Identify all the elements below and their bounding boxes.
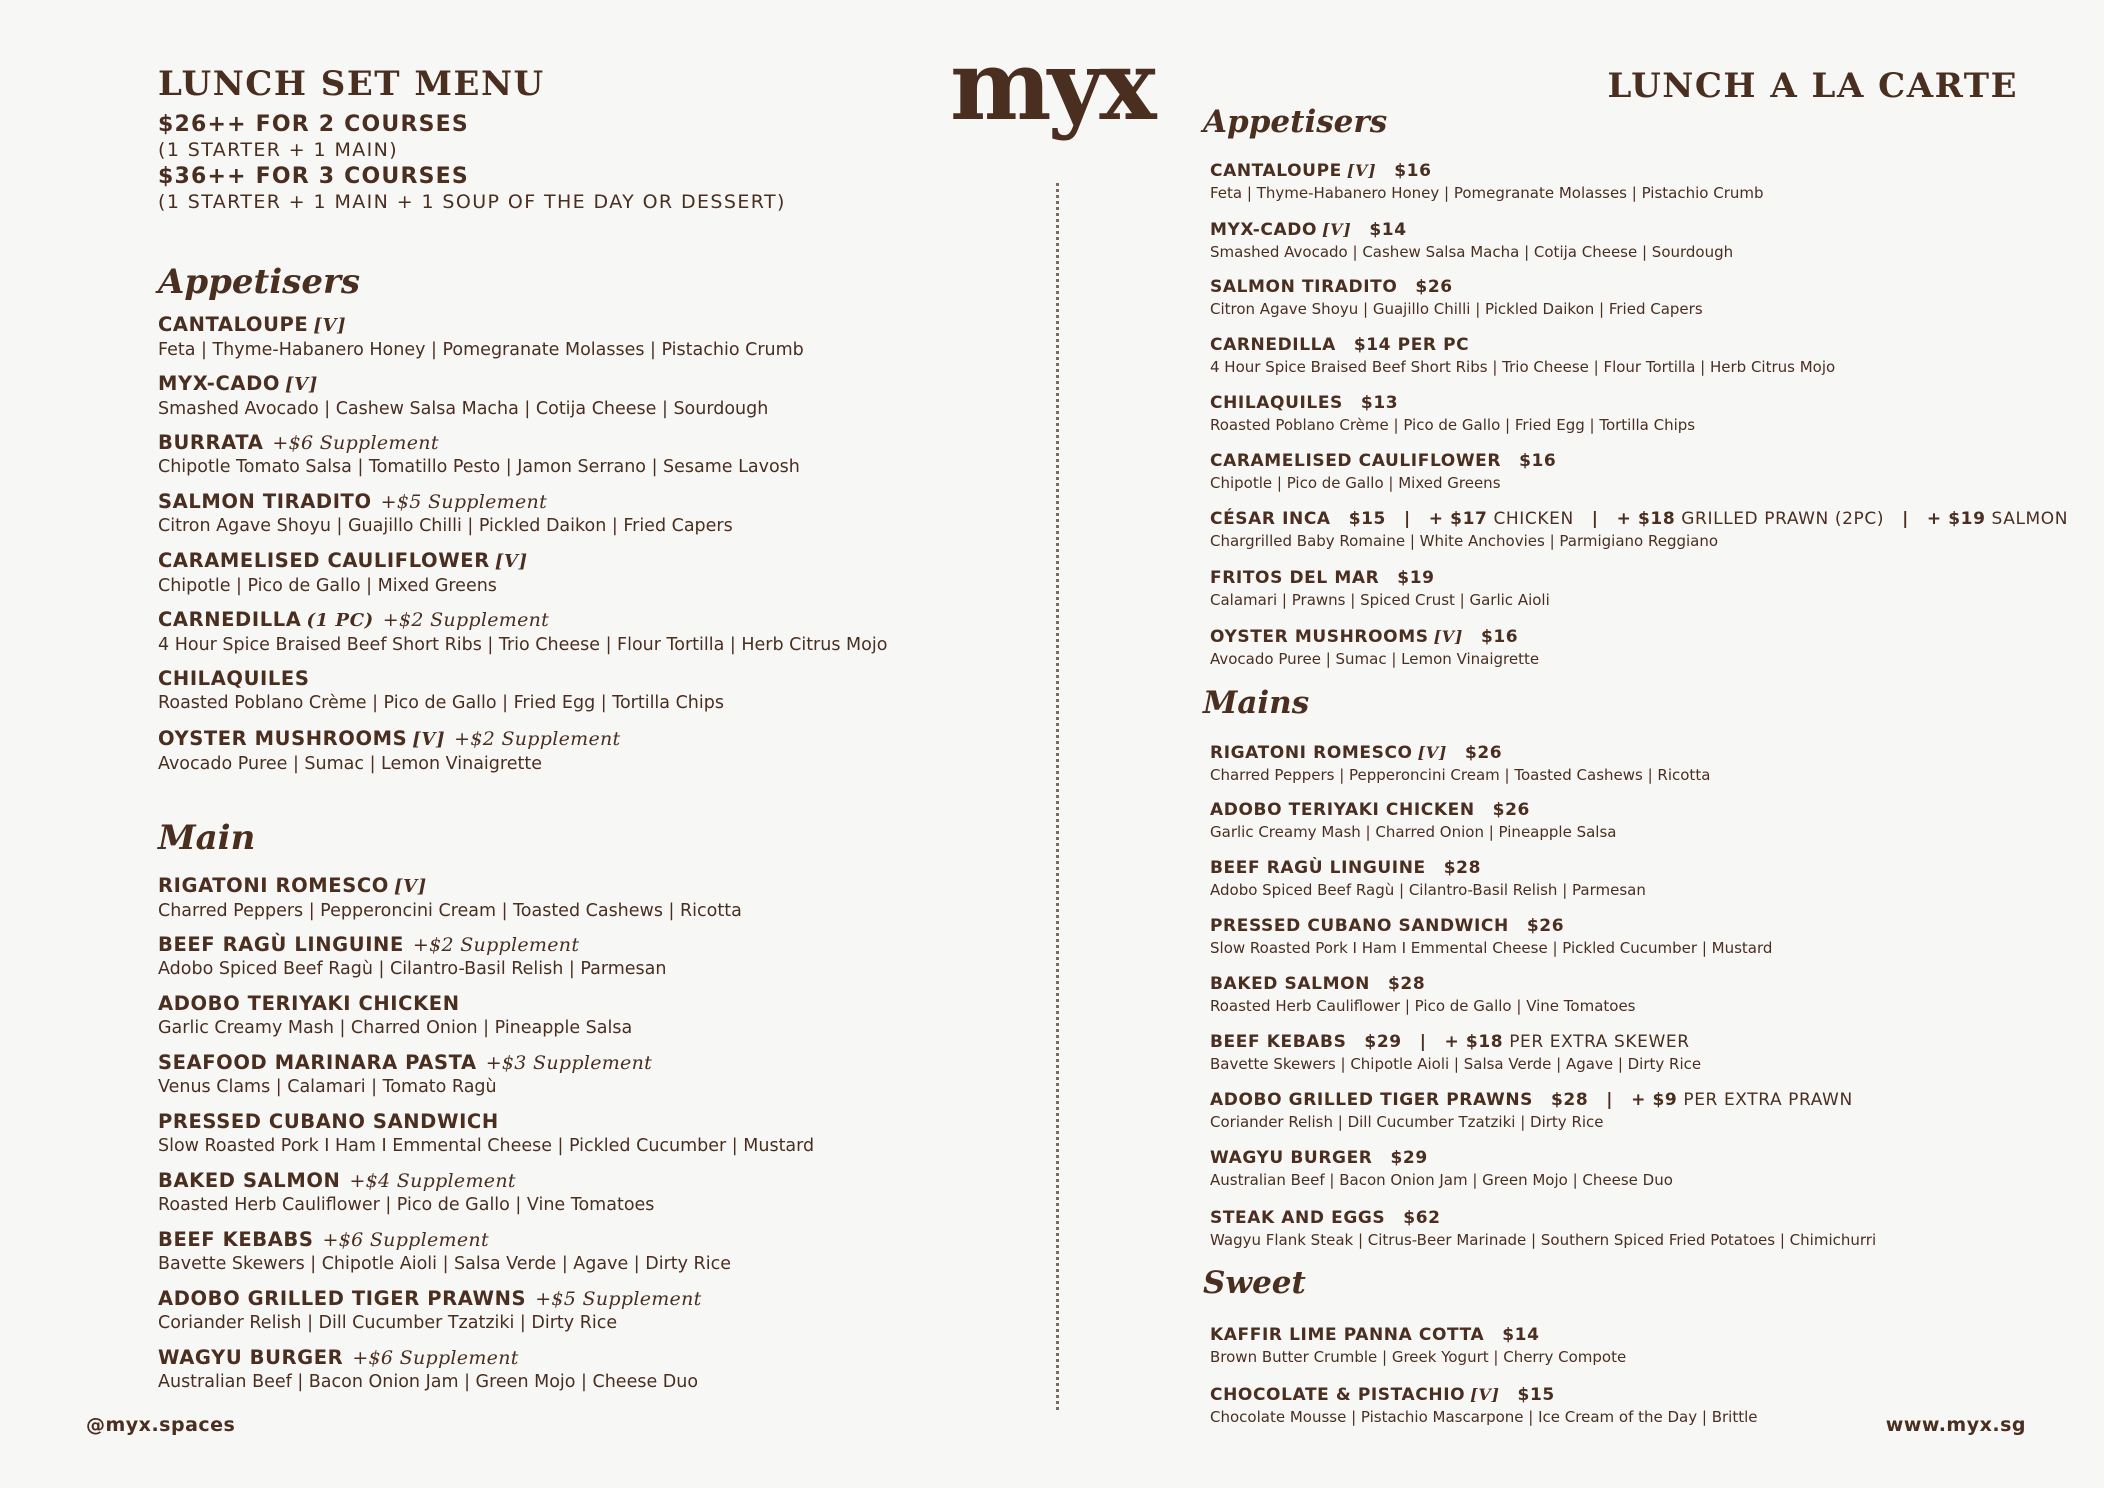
menu-item [1210, 1384, 1758, 1427]
menu-item-description: Adobo Spiced Beef Ragù | Cilantro-Basil Relish | Parmesan [1210, 881, 1646, 899]
menu-item-header [1210, 451, 1556, 472]
menu-item-description: Garlic Creamy Mash | Charred Onion | Pineapple Salsa [158, 1018, 633, 1038]
menu-item-name: RIGATONI ROMESCO [1210, 743, 1413, 763]
alc-sweet-heading: Sweet [1203, 1265, 1306, 1301]
menu-item-header [1210, 335, 1835, 356]
menu-item-name: OYSTER MUSHROOMS [1210, 627, 1429, 647]
menu-item-price: $28 [1387, 974, 1426, 994]
two-course-price: $26++ FOR 2 COURSES [158, 112, 469, 137]
menu-item-header [1210, 1148, 1673, 1169]
menu-item-header [158, 874, 742, 899]
menu-item-description: Roasted Herb Cauliflower | Pico de Gallo | Vine Tomatoes [158, 1195, 655, 1215]
menu-item-description: Australian Beef | Bacon Onion Jam | Green Mojo | Cheese Duo [158, 1372, 699, 1392]
menu-item-description: Bavette Skewers | Chipotle Aioli | Salsa Verde | Agave | Dirty Rice [1210, 1055, 1702, 1073]
dietary-tag: [V] [285, 374, 318, 395]
menu-item-price: $26 [1464, 743, 1503, 763]
menu-item-header [1210, 916, 1772, 937]
menu-item [1210, 742, 1710, 785]
menu-item-header [1210, 277, 1703, 298]
menu-item-price: $16 [1394, 161, 1432, 181]
extra-price: + $18 [1616, 509, 1676, 529]
menu-item-header [1210, 974, 1636, 995]
supplement-price: +$6 Supplement [322, 1229, 489, 1251]
menu-item [158, 667, 724, 714]
menu-item-name: CARNEDILLA [158, 608, 302, 631]
menu-item-description: Slow Roasted Pork I Ham I Emmental Cheese | Pickled Cucumber | Mustard [1210, 939, 1773, 957]
menu-item-header [158, 313, 804, 338]
menu-item [1210, 1148, 1673, 1190]
menu-item [1210, 393, 1695, 435]
menu-item-name: BEEF KEBABS [1210, 1032, 1347, 1052]
menu-item [158, 372, 768, 420]
menu-item-description: Smashed Avocado | Cashew Salsa Macha | Cotija Cheese | Sourdough [158, 399, 769, 419]
extra-label: PER EXTRA PRAWN [1683, 1090, 1853, 1110]
menu-item [1210, 858, 1646, 900]
menu-item-name: CANTALOUPE [158, 313, 309, 336]
menu-item-name: PRESSED CUBANO SANDWICH [1210, 916, 1509, 936]
two-course-note: (1 STARTER + 1 MAIN) [158, 139, 399, 161]
extra-separator: | [1403, 509, 1411, 529]
menu-item [158, 608, 887, 656]
menu-item-description: Venus Clams | Calamari | Tomato Ragù [158, 1077, 497, 1097]
menu-item-price: $26 [1415, 277, 1453, 297]
menu-item-description: Chargrilled Baby Romaine | White Anchovies | Parmigiano Reggiano [1210, 532, 1719, 550]
menu-item-name: MYX-CADO [158, 372, 281, 395]
extra-label: CHICKEN [1493, 509, 1574, 529]
menu-item-description: Adobo Spiced Beef Ragù | Cilantro-Basil Relish | Parmesan [158, 959, 667, 979]
menu-item-price: $15 [1348, 509, 1386, 529]
menu-item-description: Australian Beef | Bacon Onion Jam | Green Mojo | Cheese Duo [1210, 1171, 1673, 1189]
menu-item [158, 874, 742, 922]
alc-appetisers-heading: Appetisers [1203, 104, 1388, 140]
menu-item [158, 1346, 698, 1393]
menu-item-description: Feta | Thyme-Habanero Honey | Pomegranate Molasses | Pistachio Crumb [158, 340, 804, 360]
menu-item-name: BEEF KEBABS [158, 1228, 314, 1251]
menu-item-header [158, 431, 800, 455]
menu-item [1210, 800, 1616, 842]
menu-item-header [1210, 568, 1550, 589]
menu-item-name: ADOBO GRILLED TIGER PRAWNS [1210, 1090, 1533, 1110]
extra-separator: | [1419, 1032, 1427, 1052]
menu-item-name: CHILAQUILES [158, 667, 310, 690]
dietary-tag: [V] [1433, 627, 1463, 646]
extra-separator: | [1591, 509, 1599, 529]
menu-item [158, 490, 733, 537]
menu-item [158, 933, 666, 980]
menu-item-price: $16 [1480, 627, 1519, 647]
three-course-note: (1 STARTER + 1 MAIN + 1 SOUP OF THE DAY OR DESSERT) [158, 191, 786, 213]
supplement-price: +$5 Supplement [380, 491, 548, 513]
dietary-tag: [V] [412, 729, 446, 750]
menu-item-description: Coriander Relish | Dill Cucumber Tzatziki | Dirty Rice [1210, 1113, 1604, 1131]
menu-item-header [158, 933, 666, 957]
menu-item-header [158, 490, 733, 514]
menu-item [158, 431, 800, 478]
menu-item-description: Bavette Skewers | Chipotle Aioli | Salsa Verde | Agave | Dirty Rice [158, 1254, 731, 1274]
social-handle[interactable]: @myx.spaces [86, 1414, 236, 1436]
menu-item-description: Feta | Thyme-Habanero Honey | Pomegranate Molasses | Pistachio Crumb [1210, 184, 1764, 202]
menu-item-price: $19 [1397, 568, 1435, 588]
menu-item-name: SEAFOOD MARINARA PASTA [158, 1051, 477, 1074]
menu-item [1210, 1032, 1701, 1074]
menu-item-header [1210, 1090, 1853, 1111]
menu-item-name: CHOCOLATE & PISTACHIO [1210, 1385, 1466, 1405]
dietary-tag: [V] [1322, 220, 1352, 239]
website-link[interactable]: www.myx.sg [1885, 1414, 2026, 1436]
menu-item-description: Citron Agave Shoyu | Guajillo Chilli | Pickled Daikon | Fried Capers [1210, 300, 1703, 318]
menu-item [1210, 916, 1772, 958]
menu-item-description: Avocado Puree | Sumac | Lemon Vinaigrette [158, 754, 542, 774]
menu-item-name: STEAK AND EGGS [1210, 1208, 1386, 1228]
menu-item-name: BAKED SALMON [158, 1169, 341, 1192]
menu-item-name: RIGATONI ROMESCO [158, 874, 389, 897]
menu-item-header [1210, 858, 1646, 879]
menu-item-price: $14 [1369, 220, 1407, 240]
menu-item [1210, 626, 1539, 669]
menu-item-description: 4 Hour Spice Braised Beef Short Ribs | Trio Cheese | Flour Tortilla | Herb Citrus Mojo [1210, 358, 1836, 376]
menu-item-header [1210, 160, 1764, 182]
menu-item [1210, 1325, 1626, 1367]
menu-item-name: KAFFIR LIME PANNA COTTA [1210, 1325, 1485, 1345]
menu-item-description: Roasted Poblano Crème | Pico de Gallo | Fried Egg | Tortilla Chips [1210, 416, 1696, 434]
menu-item-description: Avocado Puree | Sumac | Lemon Vinaigrette [1210, 650, 1540, 668]
menu-item-description: Citron Agave Shoyu | Guajillo Chilli | Pickled Daikon | Fried Capers [158, 516, 733, 536]
menu-item-name: ADOBO GRILLED TIGER PRAWNS [158, 1287, 527, 1310]
menu-item [158, 1287, 702, 1334]
menu-item [1210, 509, 2068, 551]
menu-item-description: Roasted Poblano Crème | Pico de Gallo | Fried Egg | Tortilla Chips [158, 693, 724, 713]
extra-separator: | [1902, 509, 1909, 529]
supplement-price: +$6 Supplement [352, 1347, 519, 1369]
menu-item-name: ADOBO TERIYAKI CHICKEN [158, 992, 460, 1015]
menu-item-description: Charred Peppers | Pepperoncini Cream | Toasted Cashews | Ricotta [158, 901, 742, 921]
dietary-tag: [V] [1346, 161, 1377, 180]
menu-item-name: WAGYU BURGER [1210, 1148, 1373, 1168]
menu-item [1210, 219, 1733, 262]
menu-item-price: $16 [1519, 451, 1557, 471]
menu-item-header [1210, 742, 1710, 764]
menu-item-name: FRITOS DEL MAR [1210, 568, 1380, 588]
menu-item-header [158, 667, 724, 691]
menu-item-price: $29 [1364, 1032, 1402, 1052]
menu-item-name: CARAMELISED CAULIFLOWER [1210, 451, 1502, 471]
menu-item-name: ADOBO TERIYAKI CHICKEN [1210, 800, 1475, 820]
menu-item-header [158, 1228, 731, 1252]
menu-item-header [158, 608, 887, 633]
menu-item-header [1210, 626, 1539, 648]
extra-price: + $9 [1631, 1090, 1678, 1110]
menu-item [158, 549, 528, 597]
extra-price: + $18 [1444, 1032, 1504, 1052]
menu-item-description: Wagyu Flank Steak | Citrus-Beer Marinade | Southern Spiced Fried Potatoes | Chimichurri [1210, 1231, 1877, 1249]
menu-item-description: Charred Peppers | Pepperoncini Cream | Toasted Cashews | Ricotta [1210, 766, 1711, 784]
menu-item-header [158, 727, 620, 752]
alc-mains-heading: Mains [1203, 685, 1310, 721]
menu-item-name: CÉSAR INCA [1210, 509, 1331, 529]
menu-item-description: Roasted Herb Cauliflower | Pico de Gallo | Vine Tomatoes [1210, 997, 1636, 1015]
menu-item-price: $62 [1403, 1208, 1441, 1228]
menu-item [1210, 974, 1636, 1016]
menu-item [158, 313, 804, 361]
myx-logo: myx [950, 29, 1153, 142]
menu-item [158, 992, 632, 1039]
menu-item-header [1210, 219, 1733, 241]
menu-item [158, 1051, 652, 1098]
extra-label: SALMON [1991, 509, 2069, 529]
dietary-tag: [V] [393, 876, 427, 897]
menu-item-name: CARNEDILLA [1210, 335, 1336, 355]
menu-item-header [158, 992, 632, 1016]
menu-item-name: BURRATA [158, 431, 264, 454]
menu-item-header [1210, 1325, 1626, 1346]
menu-item-price: $29 [1390, 1148, 1428, 1168]
menu-item [158, 1110, 814, 1157]
menu-item [1210, 451, 1556, 493]
menu-item-description: Brown Butter Crumble | Greek Yogurt | Cherry Compote [1210, 1348, 1627, 1366]
dietary-tag: [V] [1417, 743, 1447, 762]
menu-item-header [1210, 1384, 1758, 1406]
menu-item-price: $15 [1517, 1385, 1555, 1405]
menu-item-price: $26 [1526, 916, 1565, 936]
supplement-price: +$4 Supplement [349, 1170, 516, 1192]
menu-item-name: CANTALOUPE [1210, 161, 1342, 181]
dietary-tag: [V] [1470, 1385, 1500, 1404]
menu-item-header [158, 1287, 702, 1311]
menu-item-description: Calamari | Prawns | Spiced Crust | Garlic Aioli [1210, 591, 1550, 609]
menu-item-header [158, 1169, 654, 1193]
menu-item [1210, 277, 1703, 319]
supplement-price: +$2 Supplement [454, 728, 621, 750]
menu-item-name: BEEF RAGÙ LINGUINE [1210, 858, 1426, 878]
menu-item-header [158, 1051, 652, 1075]
extra-separator: | [1606, 1090, 1614, 1110]
menu-item-price: $28 [1443, 858, 1482, 878]
menu-item [158, 1228, 731, 1275]
menu-item-header [1210, 1032, 1701, 1053]
supplement-price: +$2 Supplement [412, 934, 580, 956]
menu-item-name: CHILAQUILES [1210, 393, 1343, 413]
three-course-price: $36++ FOR 3 COURSES [158, 164, 469, 189]
menu-item-name: BEEF RAGÙ LINGUINE [158, 933, 404, 956]
menu-item-description: 4 Hour Spice Braised Beef Short Ribs | Trio Cheese | Flour Tortilla | Herb Citrus Mojo [158, 635, 888, 655]
menu-item-price: $14 [1502, 1325, 1540, 1345]
menu-item-description: Chipotle Tomato Salsa | Tomatillo Pesto | Jamon Serrano | Sesame Lavosh [158, 457, 800, 477]
menu-item [158, 1169, 654, 1216]
extra-label: GRILLED PRAWN (2PC) [1681, 509, 1885, 529]
menu-item-description: Chipotle | Pico de Gallo | Mixed Greens [158, 576, 497, 596]
menu-item-header [158, 549, 528, 574]
menu-item-description: Garlic Creamy Mash | Charred Onion | Pineapple Salsa [1210, 823, 1617, 841]
a-la-carte-title: LUNCH A LA CARTE [1607, 66, 2018, 106]
set-main-heading: Main [158, 818, 256, 858]
menu-item-header [158, 1110, 814, 1134]
menu-item-header [158, 1346, 698, 1370]
menu-item-header [1210, 1208, 1876, 1229]
supplement-price: +$3 Supplement [485, 1052, 653, 1074]
extra-label: PER EXTRA SKEWER [1509, 1032, 1690, 1052]
menu-item-name: BAKED SALMON [1210, 974, 1370, 994]
set-appetisers-heading: Appetisers [158, 262, 361, 302]
menu-item-name: OYSTER MUSHROOMS [158, 727, 408, 750]
menu-item-price: $13 [1360, 393, 1399, 413]
menu-item-name: PRESSED CUBANO SANDWICH [158, 1110, 499, 1133]
supplement-price: +$6 Supplement [272, 432, 439, 454]
menu-item-header [158, 372, 768, 397]
menu-item-header [1210, 800, 1616, 821]
menu-item-description: Chocolate Mousse | Pistachio Mascarpone | Ice Cream of the Day | Brittle [1210, 1408, 1758, 1426]
supplement-price: +$5 Supplement [535, 1288, 702, 1310]
menu-item [1210, 1208, 1876, 1250]
menu-item-description: Coriander Relish | Dill Cucumber Tzatziki | Dirty Rice [158, 1313, 618, 1333]
menu-item-name: WAGYU BURGER [158, 1346, 344, 1369]
extra-price: + $19 [1926, 509, 1986, 529]
menu-item-price: $26 [1492, 800, 1530, 820]
menu-item-header [1210, 509, 2068, 530]
menu-item-name: CARAMELISED CAULIFLOWER [158, 549, 490, 572]
menu-item [1210, 335, 1835, 377]
column-divider [1056, 183, 1059, 1410]
menu-item-header [1210, 393, 1695, 414]
menu-item-description: Smashed Avocado | Cashew Salsa Macha | Cotija Cheese | Sourdough [1210, 243, 1734, 261]
menu-item [1210, 160, 1764, 203]
menu-item-price: $14 PER PC [1353, 335, 1470, 355]
extra-price: + $17 [1428, 509, 1488, 529]
menu-item [1210, 568, 1550, 610]
menu-item-name: SALMON TIRADITO [158, 490, 372, 513]
menu-item [1210, 1090, 1853, 1132]
supplement-price: +$2 Supplement [382, 609, 550, 631]
menu-item [158, 727, 620, 775]
dietary-tag: [V] [313, 315, 347, 336]
menu-item-price: $28 [1551, 1090, 1589, 1110]
set-menu-title: LUNCH SET MENU [158, 64, 545, 104]
dietary-tag: [V] [494, 551, 528, 572]
menu-item-description: Chipotle | Pico de Gallo | Mixed Greens [1210, 474, 1501, 492]
menu-item-name: MYX-CADO [1210, 220, 1317, 240]
menu-item-name: SALMON TIRADITO [1210, 277, 1398, 297]
dietary-tag: (1 PC) [306, 610, 374, 631]
menu-item-description: Slow Roasted Pork I Ham I Emmental Cheese | Pickled Cucumber | Mustard [158, 1136, 815, 1156]
